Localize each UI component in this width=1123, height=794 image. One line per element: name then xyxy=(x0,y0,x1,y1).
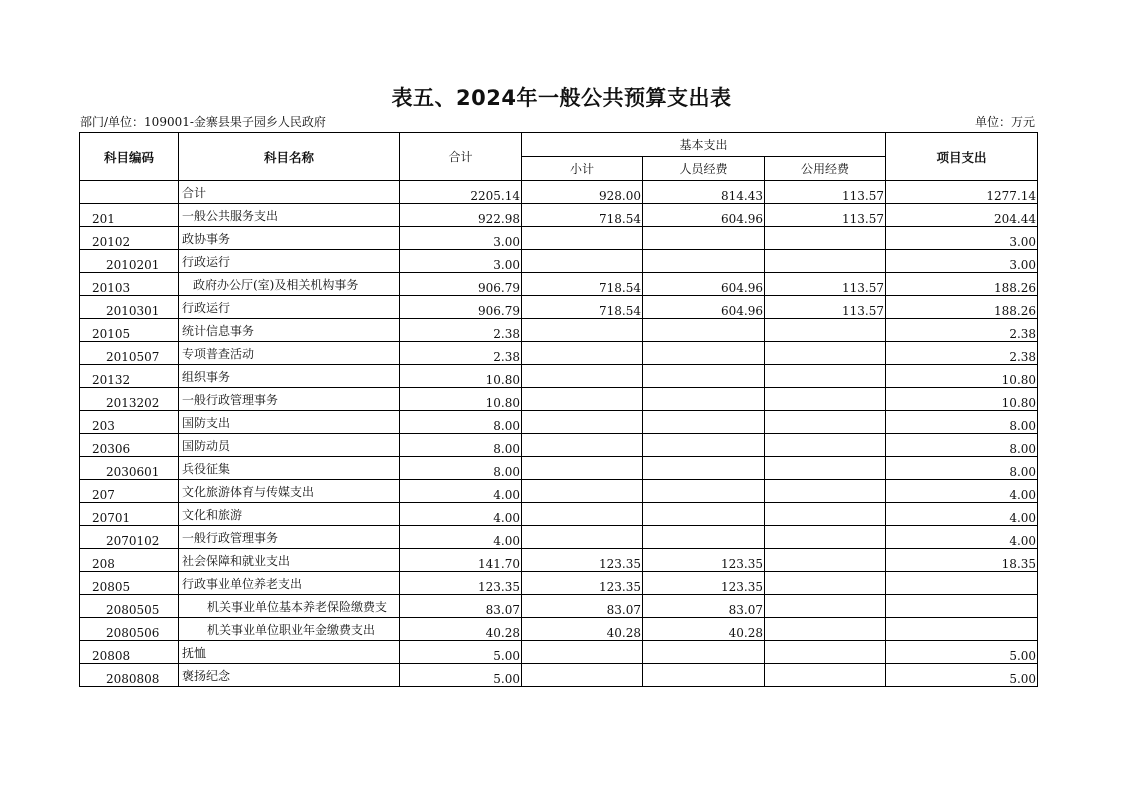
row-name: 行政运行 xyxy=(179,250,400,273)
row-public xyxy=(765,250,886,273)
row-subtotal: 40.28 xyxy=(522,618,643,641)
table-row xyxy=(80,273,1038,296)
row-project: 10.80 xyxy=(886,388,1038,411)
row-total: 922.98 xyxy=(400,204,522,227)
row-public xyxy=(765,388,886,411)
row-project: 5.00 xyxy=(886,664,1038,687)
table-body xyxy=(80,181,1038,687)
row-code: 2030601 xyxy=(80,457,179,480)
row-total: 906.79 xyxy=(400,296,522,319)
row-project xyxy=(886,572,1038,595)
row-personnel: 83.07 xyxy=(643,595,765,618)
row-code: 207 xyxy=(80,480,179,503)
row-code: 2010507 xyxy=(80,342,179,365)
row-subtotal xyxy=(522,342,643,365)
header-total: 合计 xyxy=(400,133,522,181)
table-row xyxy=(80,526,1038,549)
row-personnel: 123.35 xyxy=(643,549,765,572)
row-total: 8.00 xyxy=(400,457,522,480)
row-project: 3.00 xyxy=(886,250,1038,273)
row-name: 政协事务 xyxy=(179,227,400,250)
page-title: 表五、2024年一般公共预算支出表 xyxy=(391,86,732,110)
row-personnel xyxy=(643,388,765,411)
table-row xyxy=(80,572,1038,595)
row-project: 8.00 xyxy=(886,434,1038,457)
row-project: 4.00 xyxy=(886,526,1038,549)
header-public: 公用经费 xyxy=(765,157,886,181)
row-public xyxy=(765,411,886,434)
row-subtotal xyxy=(522,664,643,687)
row-code: 203 xyxy=(80,411,179,434)
row-total: 10.80 xyxy=(400,388,522,411)
row-project: 2.38 xyxy=(886,319,1038,342)
row-code: 20103 xyxy=(80,273,179,296)
unit-label: 单位：万元 xyxy=(974,115,1035,129)
row-code xyxy=(80,181,179,204)
table-row xyxy=(80,480,1038,503)
row-personnel xyxy=(643,342,765,365)
row-name: 褒扬纪念 xyxy=(179,664,400,687)
row-total: 4.00 xyxy=(400,480,522,503)
row-code: 208 xyxy=(80,549,179,572)
row-project: 4.00 xyxy=(886,480,1038,503)
row-total: 83.07 xyxy=(400,595,522,618)
row-name: 兵役征集 xyxy=(179,457,400,480)
row-personnel xyxy=(643,480,765,503)
row-code: 20102 xyxy=(80,227,179,250)
row-code: 2010201 xyxy=(80,250,179,273)
row-code: 20105 xyxy=(80,319,179,342)
header-name: 科目名称 xyxy=(179,133,400,181)
row-project: 2.38 xyxy=(886,342,1038,365)
row-code: 2080506 xyxy=(80,618,179,641)
header-basic: 基本支出 xyxy=(522,133,886,157)
row-subtotal: 718.54 xyxy=(522,296,643,319)
row-public xyxy=(765,618,886,641)
row-public xyxy=(765,664,886,687)
table-row xyxy=(80,250,1038,273)
row-code: 20808 xyxy=(80,641,179,664)
row-project: 1277.14 xyxy=(886,181,1038,204)
row-subtotal: 928.00 xyxy=(522,181,643,204)
row-name: 一般行政管理事务 xyxy=(179,526,400,549)
row-total: 4.00 xyxy=(400,503,522,526)
row-code: 20701 xyxy=(80,503,179,526)
row-name: 行政运行 xyxy=(179,296,400,319)
row-subtotal xyxy=(522,457,643,480)
row-personnel xyxy=(643,457,765,480)
row-personnel xyxy=(643,227,765,250)
row-public xyxy=(765,457,886,480)
row-name: 机关事业单位基本养老保险缴费支 xyxy=(179,595,400,618)
row-project: 3.00 xyxy=(886,227,1038,250)
row-name: 组织事务 xyxy=(179,365,400,388)
row-personnel: 604.96 xyxy=(643,204,765,227)
row-name: 一般公共服务支出 xyxy=(179,204,400,227)
row-total: 8.00 xyxy=(400,411,522,434)
row-code: 2080505 xyxy=(80,595,179,618)
row-subtotal xyxy=(522,319,643,342)
table-row xyxy=(80,549,1038,572)
row-total: 4.00 xyxy=(400,526,522,549)
table-row xyxy=(80,664,1038,687)
row-total: 2.38 xyxy=(400,319,522,342)
row-subtotal xyxy=(522,526,643,549)
row-name: 政府办公厅(室)及相关机构事务 xyxy=(179,273,400,296)
row-subtotal xyxy=(522,365,643,388)
row-public xyxy=(765,641,886,664)
row-personnel xyxy=(643,250,765,273)
row-subtotal: 718.54 xyxy=(522,204,643,227)
table-row xyxy=(80,227,1038,250)
row-public xyxy=(765,480,886,503)
row-public: 113.57 xyxy=(765,296,886,319)
table-row xyxy=(80,595,1038,618)
row-public: 113.57 xyxy=(765,273,886,296)
row-project: 188.26 xyxy=(886,273,1038,296)
table-row xyxy=(80,204,1038,227)
row-subtotal: 83.07 xyxy=(522,595,643,618)
row-public: 113.57 xyxy=(765,204,886,227)
table-row xyxy=(80,365,1038,388)
row-subtotal xyxy=(522,411,643,434)
row-project: 8.00 xyxy=(886,457,1038,480)
table-row xyxy=(80,319,1038,342)
row-public xyxy=(765,549,886,572)
table-row xyxy=(80,342,1038,365)
table-row xyxy=(80,411,1038,434)
row-personnel xyxy=(643,503,765,526)
row-subtotal: 123.35 xyxy=(522,572,643,595)
row-public xyxy=(765,526,886,549)
row-personnel: 40.28 xyxy=(643,618,765,641)
row-name: 文化和旅游 xyxy=(179,503,400,526)
row-code: 2013202 xyxy=(80,388,179,411)
row-personnel: 123.35 xyxy=(643,572,765,595)
row-total: 2205.14 xyxy=(400,181,522,204)
row-project: 4.00 xyxy=(886,503,1038,526)
row-code: 20306 xyxy=(80,434,179,457)
row-subtotal xyxy=(522,250,643,273)
row-total: 3.00 xyxy=(400,227,522,250)
row-total: 2.38 xyxy=(400,342,522,365)
row-public: 113.57 xyxy=(765,181,886,204)
row-personnel xyxy=(643,526,765,549)
table-row xyxy=(80,434,1038,457)
row-project: 204.44 xyxy=(886,204,1038,227)
row-personnel xyxy=(643,434,765,457)
row-public xyxy=(765,319,886,342)
row-project: 18.35 xyxy=(886,549,1038,572)
row-subtotal xyxy=(522,641,643,664)
row-name: 行政事业单位养老支出 xyxy=(179,572,400,595)
row-personnel xyxy=(643,411,765,434)
row-subtotal xyxy=(522,434,643,457)
table-row xyxy=(80,388,1038,411)
row-name: 国防动员 xyxy=(179,434,400,457)
row-project: 5.00 xyxy=(886,641,1038,664)
table-row xyxy=(80,457,1038,480)
row-personnel: 814.43 xyxy=(643,181,765,204)
row-subtotal xyxy=(522,503,643,526)
header-personnel: 人员经费 xyxy=(643,157,765,181)
row-total: 10.80 xyxy=(400,365,522,388)
row-personnel xyxy=(643,664,765,687)
row-personnel xyxy=(643,641,765,664)
row-total: 906.79 xyxy=(400,273,522,296)
row-code: 2010301 xyxy=(80,296,179,319)
row-code: 201 xyxy=(80,204,179,227)
header-subtotal: 小计 xyxy=(522,157,643,181)
row-public xyxy=(765,342,886,365)
row-name: 文化旅游体育与传媒支出 xyxy=(179,480,400,503)
table-row xyxy=(80,181,1038,204)
row-name: 机关事业单位职业年金缴费支出 xyxy=(179,618,400,641)
row-name: 社会保障和就业支出 xyxy=(179,549,400,572)
budget-table xyxy=(79,132,1038,687)
table-row xyxy=(80,503,1038,526)
row-subtotal: 123.35 xyxy=(522,549,643,572)
row-code: 2080808 xyxy=(80,664,179,687)
row-project xyxy=(886,618,1038,641)
row-total: 141.70 xyxy=(400,549,522,572)
row-code: 20132 xyxy=(80,365,179,388)
row-name: 一般行政管理事务 xyxy=(179,388,400,411)
row-total: 5.00 xyxy=(400,641,522,664)
row-subtotal xyxy=(522,227,643,250)
row-project xyxy=(886,595,1038,618)
row-name: 国防支出 xyxy=(179,411,400,434)
row-subtotal xyxy=(522,388,643,411)
row-total: 8.00 xyxy=(400,434,522,457)
row-public xyxy=(765,227,886,250)
row-public xyxy=(765,503,886,526)
table-row xyxy=(80,641,1038,664)
row-personnel: 604.96 xyxy=(643,296,765,319)
row-public xyxy=(765,434,886,457)
row-total: 40.28 xyxy=(400,618,522,641)
row-name: 抚恤 xyxy=(179,641,400,664)
row-project: 8.00 xyxy=(886,411,1038,434)
header-code: 科目编码 xyxy=(80,133,179,181)
row-name: 合计 xyxy=(179,181,400,204)
table-row xyxy=(80,618,1038,641)
row-name: 统计信息事务 xyxy=(179,319,400,342)
row-project: 10.80 xyxy=(886,365,1038,388)
row-code: 2070102 xyxy=(80,526,179,549)
row-subtotal: 718.54 xyxy=(522,273,643,296)
row-project: 188.26 xyxy=(886,296,1038,319)
row-personnel xyxy=(643,365,765,388)
row-public xyxy=(765,595,886,618)
table-row xyxy=(80,296,1038,319)
row-public xyxy=(765,365,886,388)
row-total: 123.35 xyxy=(400,572,522,595)
row-public xyxy=(765,572,886,595)
row-total: 5.00 xyxy=(400,664,522,687)
header-project: 项目支出 xyxy=(886,133,1038,181)
department-label: 部门/单位：109001-金寨县果子园乡人民政府 xyxy=(80,115,326,129)
row-personnel xyxy=(643,319,765,342)
row-name: 专项普查活动 xyxy=(179,342,400,365)
row-code: 20805 xyxy=(80,572,179,595)
row-total: 3.00 xyxy=(400,250,522,273)
row-personnel: 604.96 xyxy=(643,273,765,296)
row-subtotal xyxy=(522,480,643,503)
